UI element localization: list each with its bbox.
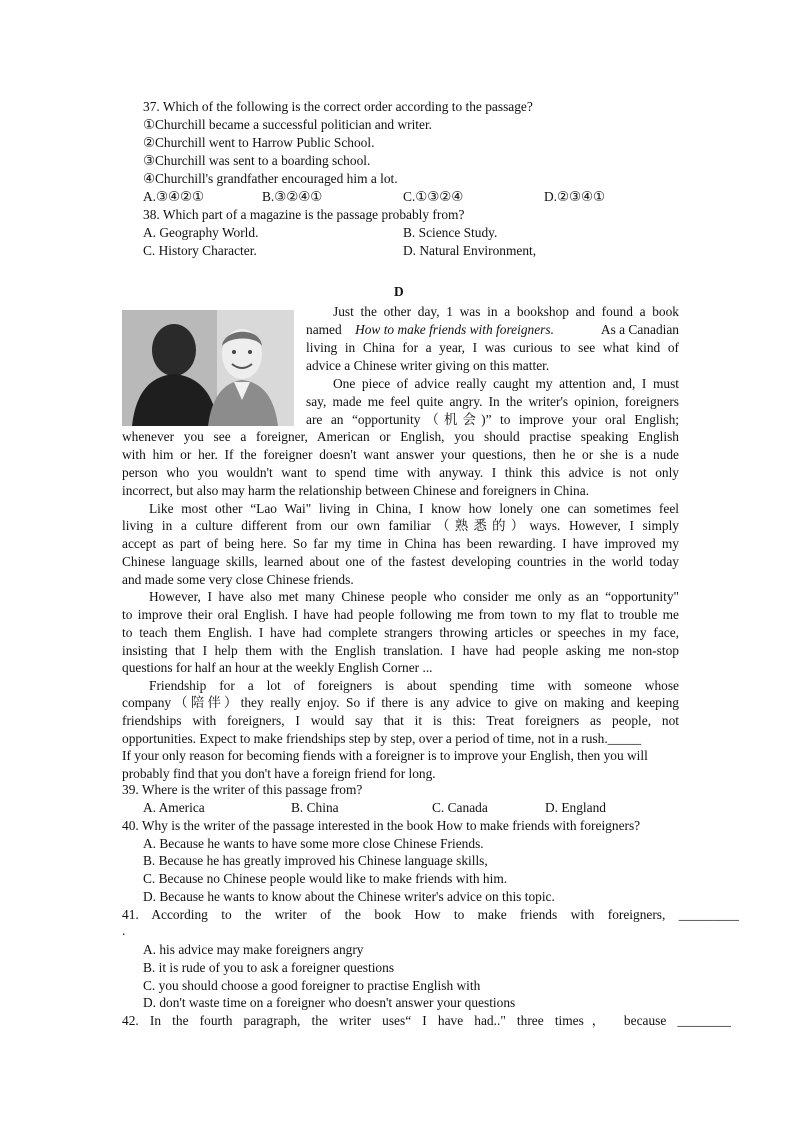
p4-line-1: However, I have also met many Chinese people who consider me only as an “opportunity" bbox=[149, 589, 679, 604]
p5-line-2: company（陪伴）they really enjoy. So if there is any advice to give on making and keeping bbox=[122, 695, 679, 710]
q40-option-b: B. Because he has greatly improved his Chinese language skills, bbox=[143, 853, 488, 868]
section-heading: D bbox=[394, 284, 404, 299]
q40-stem: 40. Why is the writer of the passage interested in the book How to make friends with foreigners? bbox=[122, 818, 641, 833]
q40-option-a: A. Because he wants to have some more close Chinese Friends. bbox=[143, 836, 484, 851]
p1-line-1: Just the other day, 1 was in a bookshop and found a book bbox=[333, 304, 679, 319]
q38-option-b: B. Science Study. bbox=[403, 225, 498, 240]
p4-line-5: questions for half an hour at the weekly English Corner ... bbox=[122, 660, 433, 675]
p5-line-6: probably find that you don't have a foreign friend for long. bbox=[122, 766, 436, 781]
p2-line-5: with him or her. If the foreigner doesn't want answer your questions, then he or she is a nude bbox=[122, 447, 679, 462]
q37-option-c: C.①③②④ bbox=[403, 189, 464, 204]
p2-line-3: are an “opportunity（机会)” to improve your oral English; bbox=[306, 412, 679, 427]
p3-line-1: Like most other “Lao Wai" living in China, I know how lonely one can sometimes feel bbox=[149, 501, 679, 516]
p5-line-3: friendships with foreigners, I would say that it is this: Treat foreigners as people, not bbox=[122, 713, 679, 728]
p4-line-4: insisting that I help them with the English translation. I have had people asking me non-stop bbox=[122, 643, 679, 658]
p3-line-3: accept as part of being here. So far my time in China has been rewarding. I have improved my bbox=[122, 536, 679, 551]
q37-item-4: ④Churchill's grandfather encouraged him a lot. bbox=[143, 171, 398, 186]
two-men-photo bbox=[122, 310, 294, 426]
q39-option-c: C. Canada bbox=[432, 800, 488, 815]
q38-stem: 38. Which part of a magazine is the passage probably from? bbox=[143, 207, 465, 222]
q37-item-3: ③Churchill was sent to a boarding school. bbox=[143, 153, 371, 168]
p2-line-7: incorrect, but also may harm the relationship between Chinese and foreigners in China. bbox=[122, 483, 590, 498]
q38-option-d: D. Natural Environment, bbox=[403, 243, 537, 258]
q41-stem-cont: . bbox=[122, 923, 126, 938]
q41-option-c: C. you should choose a good foreigner to practise English with bbox=[143, 978, 481, 993]
q37-item-1: ①Churchill became a successful politician and writer. bbox=[143, 117, 433, 132]
p4-line-2: to improve their oral English. I have had people following me from town to my flat to trouble me bbox=[122, 607, 679, 622]
p2-line-2: say, made me feel quite angry. In the writer's opinion, foreigners bbox=[306, 394, 679, 409]
q37-option-b: B.③②④① bbox=[262, 189, 323, 204]
p5-line-1: Friendship for a lot of foreigners is about spending time with someone whose bbox=[149, 678, 679, 693]
p2-line-6: person who you wouldn't want to spend time with anyway. I think this advice is not only bbox=[122, 465, 679, 480]
q39-stem: 39. Where is the writer of this passage from? bbox=[122, 782, 363, 797]
q39-option-a: A. America bbox=[143, 800, 205, 815]
p1-line-3: living in China for a year, I was curious to see what kind of bbox=[306, 340, 679, 355]
q37-item-2: ②Churchill went to Harrow Public School. bbox=[143, 135, 375, 150]
q39-option-d: D. England bbox=[545, 800, 606, 815]
p3-line-2: living in a culture different from our own familiar（熟悉的）ways. However, I simply bbox=[122, 518, 679, 533]
two-men-illustration bbox=[122, 310, 294, 426]
book-title: How to make friends with foreigners. bbox=[355, 322, 554, 337]
p5-line-5: If your only reason for becoming fiends with a foreigner is to improve your English, then you will bbox=[122, 748, 648, 763]
p1-line-2 bbox=[306, 321, 679, 339]
p2-line-1: One piece of advice really caught my attention and, I must bbox=[333, 376, 679, 391]
q41-option-d: D. don't waste time on a foreigner who doesn't answer your questions bbox=[143, 995, 516, 1010]
q41-option-a: A. his advice may make foreigners angry bbox=[143, 942, 364, 957]
p1-line-4: advice a Chinese writer giving on this matter. bbox=[306, 358, 550, 373]
p3-line-4: Chinese language skills, learned about one of the fastest developing countries in the world today bbox=[122, 554, 679, 569]
q42-stem: 42. In the fourth paragraph, the writer uses“ I have had.." three times， because ________ bbox=[122, 1013, 731, 1028]
p4-line-3: to teach them English. I have had complete strangers throwing articles or speeches in my face, bbox=[122, 625, 679, 640]
p1-named: named bbox=[306, 322, 342, 337]
q40-option-c: C. Because no Chinese people would like to make friends with him. bbox=[143, 871, 508, 886]
q37-option-a: A.③④②① bbox=[143, 189, 205, 204]
p5-line-4: opportunities. Expect to make friendships step by step, over a period of time, not in a rush._____ bbox=[122, 731, 642, 746]
q41-stem: 41. According to the writer of the book How to make friends with foreigners, _________ bbox=[122, 907, 739, 922]
p3-line-5: and made some very close Chinese friends. bbox=[122, 572, 354, 587]
q38-option-c: C. History Character. bbox=[143, 243, 257, 258]
p1-as-canadian: As a Canadian bbox=[600, 322, 679, 337]
q38-option-a: A. Geography World. bbox=[143, 225, 259, 240]
q37-stem: 37. Which of the following is the correct order according to the passage? bbox=[143, 99, 533, 114]
q40-option-d: D. Because he wants to know about the Chinese writer's advice on this topic. bbox=[143, 889, 555, 904]
q39-option-b: B. China bbox=[291, 800, 339, 815]
q41-option-b: B. it is rude of you to ask a foreigner questions bbox=[143, 960, 395, 975]
p2-line-4: whenever you see a foreigner, American or English, you should practise speaking English bbox=[122, 429, 679, 444]
q37-option-d: D.②③④① bbox=[544, 189, 606, 204]
